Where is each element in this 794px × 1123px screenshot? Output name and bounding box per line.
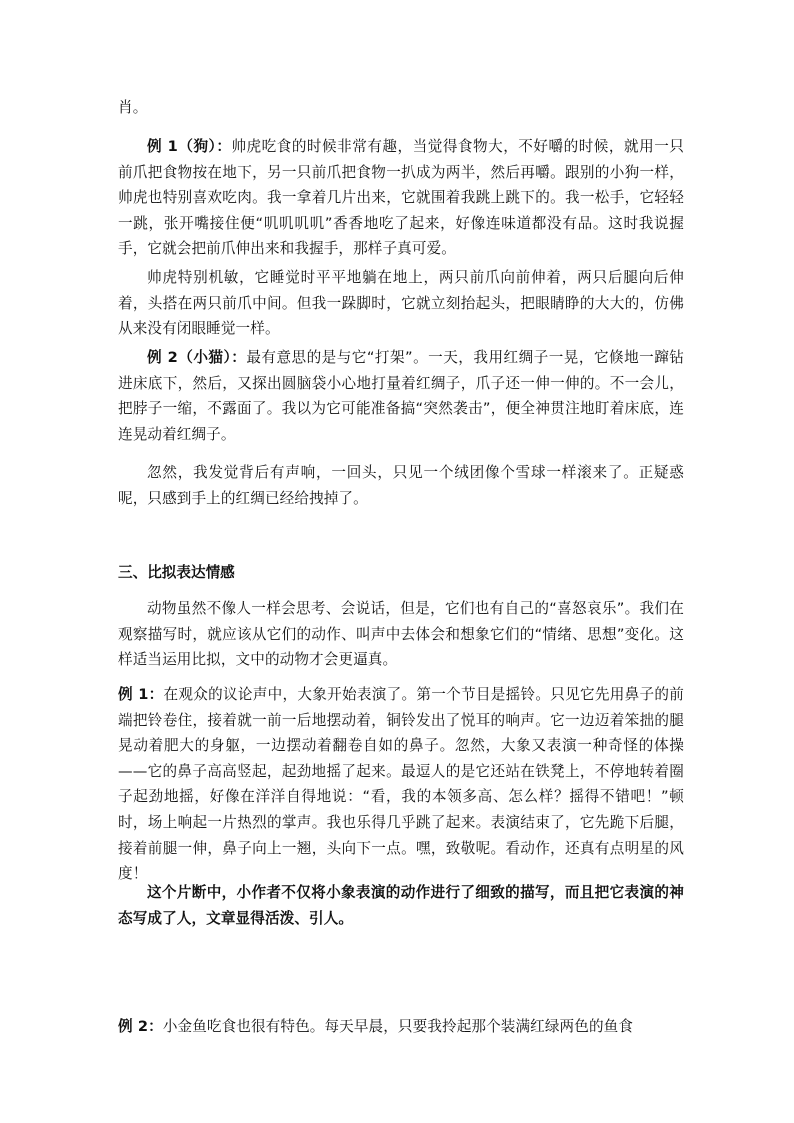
example-text: 在观众的议论声中，大象开始表演了。第一个节目是摇铃。只见它先用鼻子的前端把铃卷住，接着就一前一后地摆动着，铜铃发出了悦耳的响声。它一边迈着笨拙的腿晃动着肥大的身躯，一边摆动着翻卷自如的鼻子。忽然，大象又表演一种奇怪的体操——它的鼻子高高竖起，起劲地摇了起来。最逗人的是它还站在铁凳上，不停地转着圈子起劲地摇，好像在洋洋自得地说：“看，我的本领多高、怎么样？摇得不错吧！”顿时，场上响起一片热烈的掌声。我也乐得几乎跳了起来。表演结束了，它先跪下后腿，接着前腿一伸，鼻子向上一翘，头向下一点。嘿，致敬呢。看动作，还真有点明星的风度！ [118,686,684,883]
example-label: 例 2（小猫）： [147,349,247,366]
paragraph-example-cat [118,345,684,447]
paragraph-example-dog [118,134,684,262]
paragraph-example-goldfish [118,1014,684,1040]
example-label: 例 1： [118,686,164,703]
paragraph-continuation: 肖。 [118,99,148,116]
example-label: 例 1（狗）： [147,138,232,155]
example-text: 小金鱼吃食也很有特色。每天早晨，只要我拎起那个装满红绿两色的鱼食 [162,1018,634,1035]
example-text: 最有意思的是与它“打架”。一天，我用红绸子一晃，它倏地一蹿钻进床底下，然后，又探出圆脑袋小心地打量着红绸子，爪子还一伸一伸的。不一会儿，把脖子一缩，不露面了。我以为它可能准备搞“突然袭击”，便全神贯注地盯着床底，连连晃动着红绸子。 [118,349,684,443]
example-text: 帅虎吃食的时候非常有趣，当觉得食物大，不好嚼的时候，就用一只前爪把食物按在地下，另一只前爪把食物一扒成为两半，然后再嚼。跟别的小狗一样，帅虎也特别喜欢吃肉。我一拿着几片出来，它就围着我跳上跳下的。我一松手，它轻轻一跳，张开嘴接住便“叽叽叽叽”香香地吃了起来，好像连味道都没有品。这时我说握手，它就会把前爪伸出来和我握手，那样子真可爱。 [118,138,684,258]
paragraph-cat-surprise: 忽然，我发觉背后有声响，一回头，只见一个绒团像个雪球一样滚来了。正疑惑呢，只感到手上的红绸已经给拽掉了。 [118,464,684,507]
paragraph-commentary: 这个片断中，小作者不仅将小象表演的动作进行了细致的描写，而且把它表演的神态写成了人，文章显得活泼、引人。 [118,884,684,927]
example-label: 例 2： [118,1018,163,1035]
paragraph-intro: 动物虽然不像人一样会思考、会说话，但是，它们也有自己的“喜怒哀乐”。我们在观察描写时，就应该从它们的动作、叫声中去体会和想象它们的“情绪、思想”变化。这样适当运用比拟，文中的动物才会更逼真。 [118,600,684,669]
paragraph-dog-sleep: 帅虎特别机敏，它睡觉时平平地躺在地上，两只前爪向前伸着，两只后腿向后伸着，头搭在两只前爪中间。但我一跺脚时，它就立刻抬起头，把眼睛睁的大大的，仿佛从来没有闭眼睡觉一样。 [118,269,684,338]
paragraph-example-elephant [118,682,684,887]
section-heading: 三、比拟表达情感 [118,564,235,581]
